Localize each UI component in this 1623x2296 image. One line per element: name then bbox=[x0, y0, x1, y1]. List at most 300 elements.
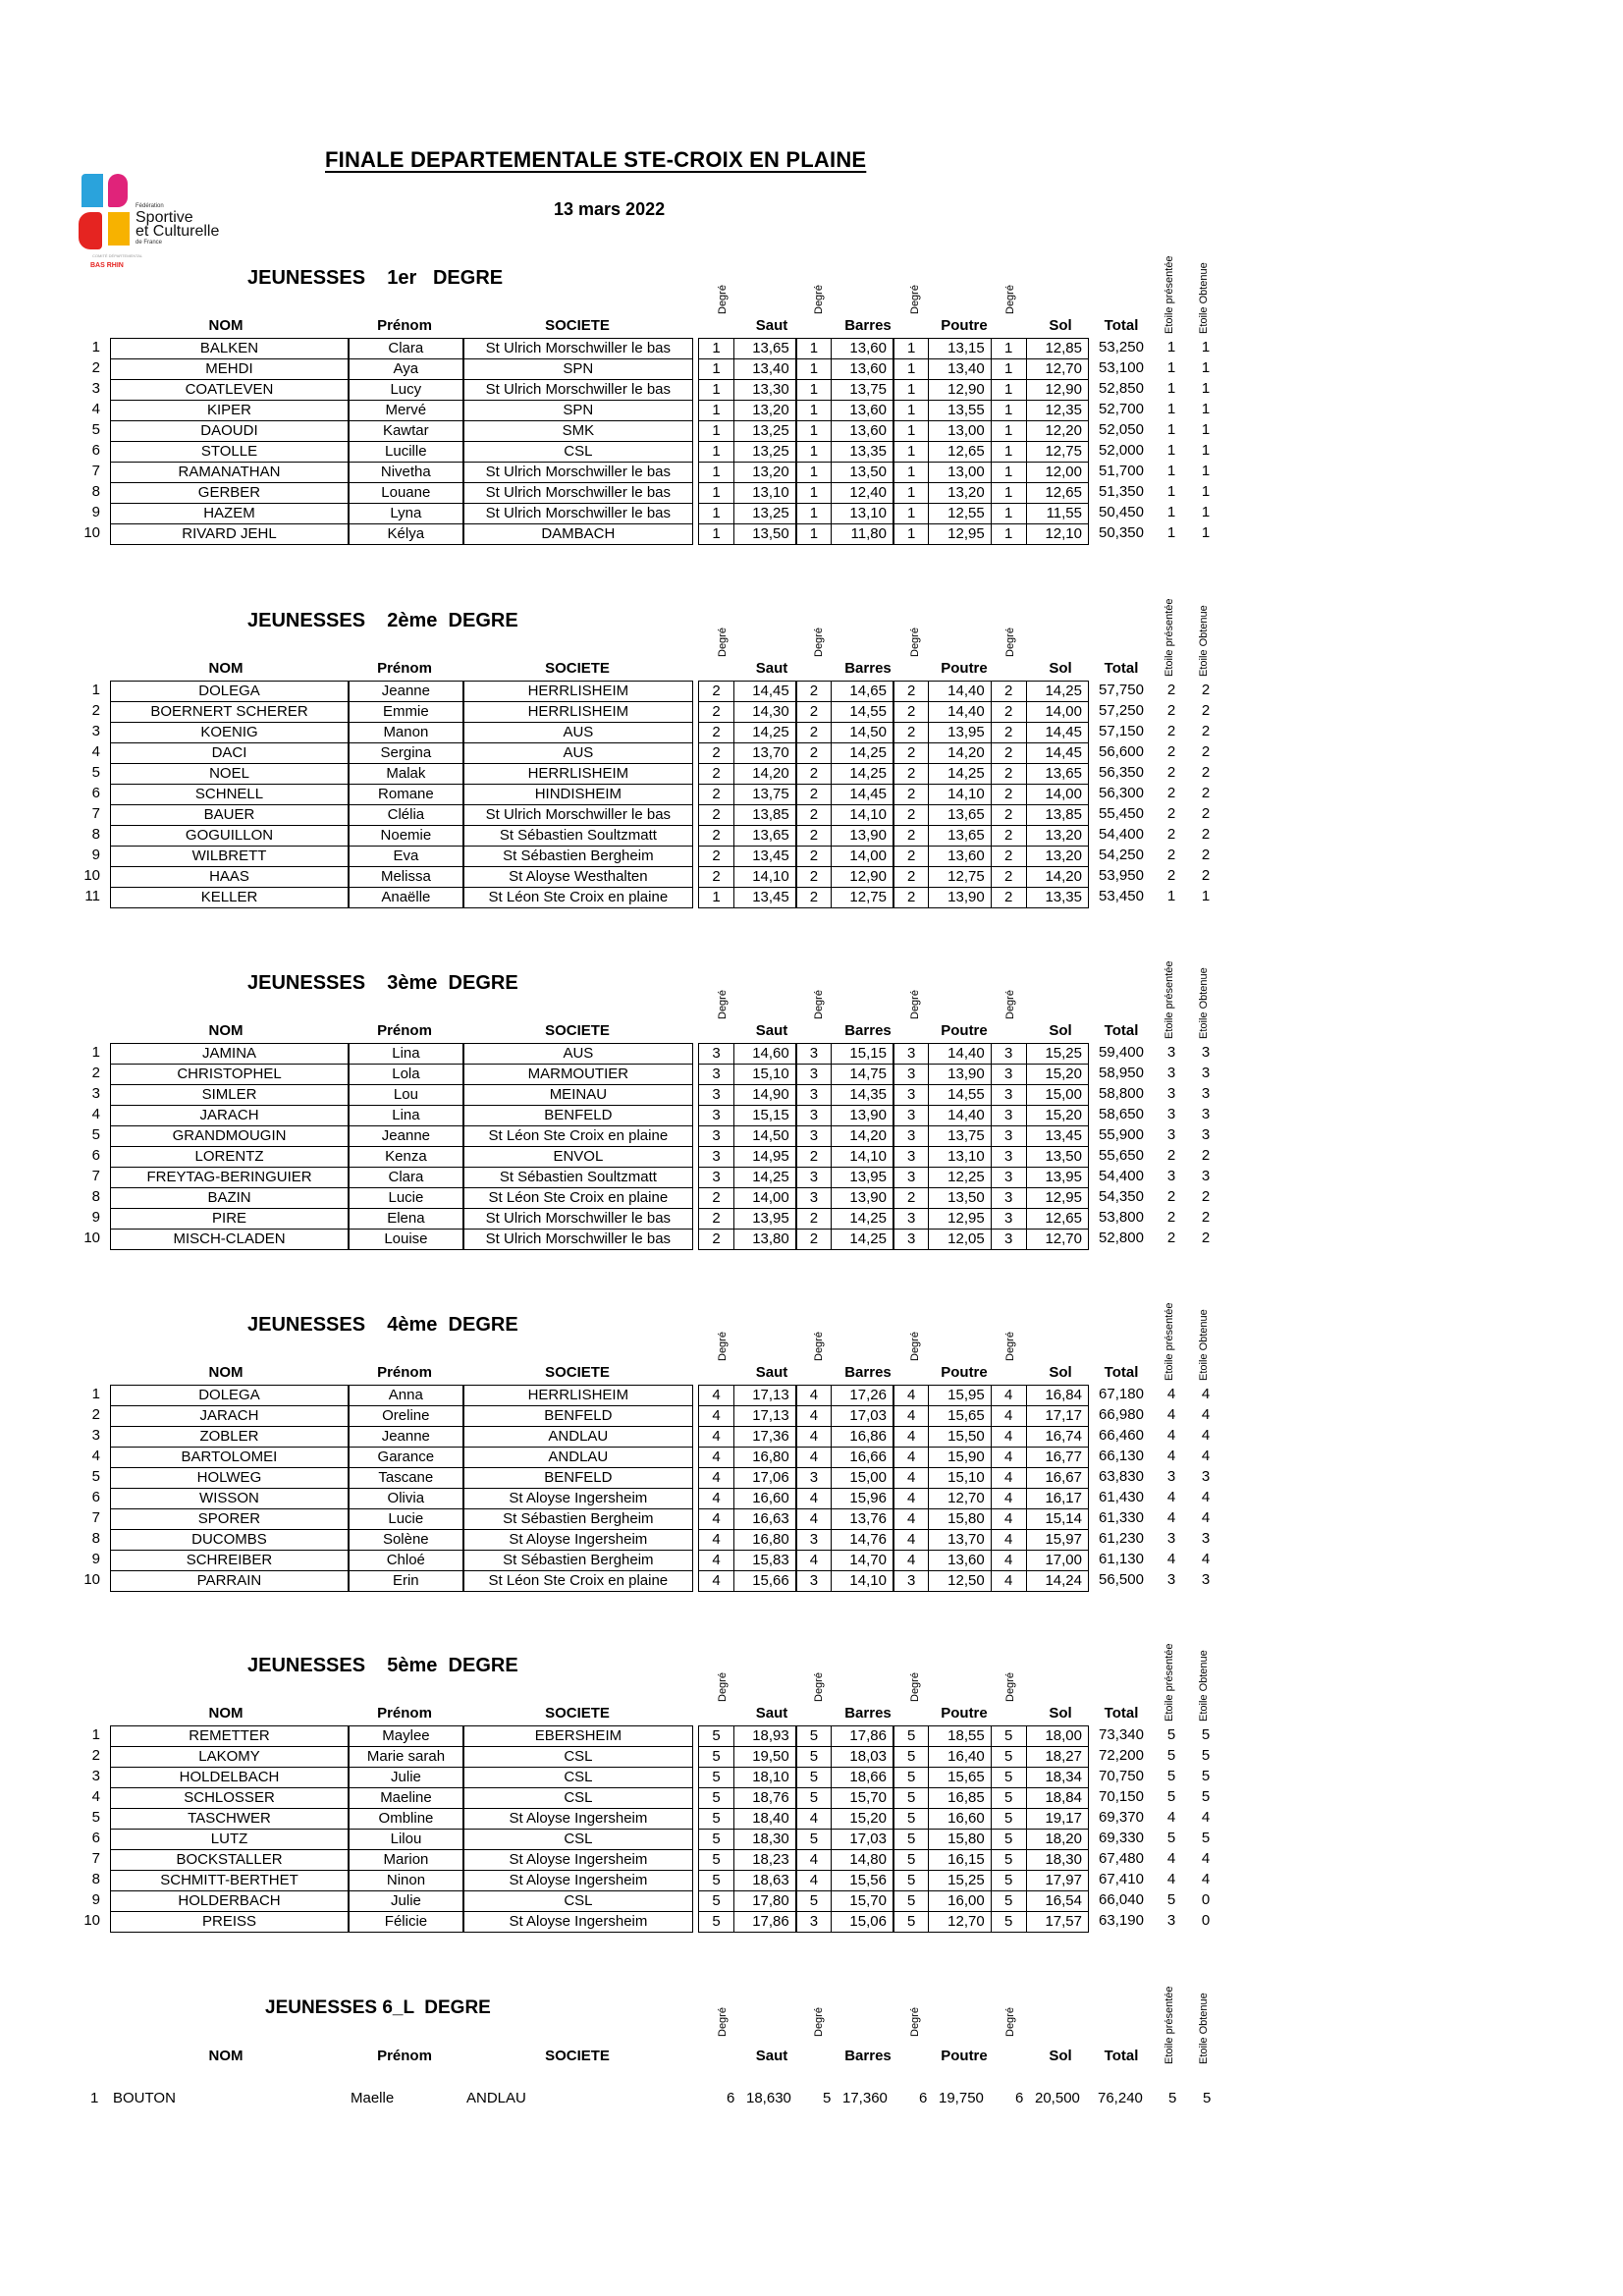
etoile-presentee-value: 2 bbox=[1166, 743, 1176, 760]
prenom-cell: Kawtar bbox=[349, 421, 463, 442]
column-header-sol: Sol bbox=[1049, 1364, 1072, 1381]
prenom-cell: Lina bbox=[349, 1044, 463, 1065]
column-header-poutre: Poutre bbox=[941, 2048, 988, 2064]
etoile-presentee-value: 1 bbox=[1166, 359, 1176, 376]
poutre-cell: 13,15 bbox=[929, 339, 991, 359]
d2-cell: 1 bbox=[796, 380, 832, 401]
d2-cell: 4 bbox=[796, 1448, 832, 1468]
etoile-presentee-value: 4 bbox=[1166, 1406, 1176, 1423]
table-row bbox=[699, 805, 1089, 826]
total-value: 52,850 bbox=[1099, 380, 1144, 397]
societe-cell: St Aloyse Ingersheim bbox=[463, 1489, 693, 1509]
societe-cell: St Ulrich Morschwiller le bas bbox=[463, 483, 693, 504]
saut-cell: 14,95 bbox=[733, 1147, 795, 1168]
d3-cell: 4 bbox=[893, 1386, 929, 1406]
column-header-societe: SOCIETE bbox=[545, 1705, 610, 1722]
d1-cell: 2 bbox=[699, 1209, 734, 1230]
table-row bbox=[111, 723, 693, 743]
etoile-presentee-value: 5 bbox=[1166, 1747, 1176, 1764]
d3-cell: 2 bbox=[893, 743, 929, 764]
etoile-presentee-value: 4 bbox=[1166, 1427, 1176, 1444]
etoile-obtenue-value: 2 bbox=[1201, 1209, 1211, 1226]
total-value: 67,410 bbox=[1099, 1871, 1144, 1887]
saut-cell: 13,45 bbox=[733, 888, 795, 908]
d2-cell: 2 bbox=[796, 785, 832, 805]
athletes-table bbox=[110, 681, 693, 908]
poutre-cell: 13,00 bbox=[929, 421, 991, 442]
rank-number: 8 bbox=[91, 826, 100, 843]
nom-cell: ZOBLER bbox=[111, 1427, 349, 1448]
saut-cell: 14,60 bbox=[733, 1044, 795, 1065]
d3-cell: 5 bbox=[893, 1912, 929, 1933]
etoile-obtenue-value: 3 bbox=[1201, 1085, 1211, 1102]
d4-cell: 2 bbox=[991, 682, 1026, 702]
etoile-presentee-value: 5 bbox=[1166, 1726, 1176, 1743]
d1-cell: 4 bbox=[699, 1571, 734, 1592]
total-value: 53,250 bbox=[1099, 339, 1144, 355]
d1-cell: 2 bbox=[699, 743, 734, 764]
d2-cell: 1 bbox=[796, 442, 832, 463]
d4-cell: 2 bbox=[991, 867, 1026, 888]
prenom-cell: Anaëlle bbox=[349, 888, 463, 908]
barres-cell: 15,15 bbox=[832, 1044, 893, 1065]
etoile-obtenue-label: Etoile Obtenue bbox=[1198, 967, 1210, 1039]
d3-cell: 4 bbox=[893, 1551, 929, 1571]
poutre-cell: 15,90 bbox=[929, 1448, 991, 1468]
d4-cell: 4 bbox=[991, 1571, 1026, 1592]
sol-cell: 17,97 bbox=[1026, 1871, 1088, 1891]
etoile-obtenue-value: 1 bbox=[1201, 401, 1211, 417]
d4-cell: 3 bbox=[991, 1065, 1026, 1085]
etoile-obtenue-value: 4 bbox=[1201, 1509, 1211, 1526]
logo-red-shape bbox=[79, 212, 102, 249]
prenom-cell: Jeanne bbox=[349, 1126, 463, 1147]
rank-number: 10 bbox=[83, 867, 100, 884]
barres-cell: 18,66 bbox=[832, 1768, 893, 1788]
d2-cell: 5 bbox=[796, 1747, 832, 1768]
total-value: 66,130 bbox=[1099, 1448, 1144, 1464]
d3-cell: 4 bbox=[893, 1509, 929, 1530]
table-row bbox=[699, 1126, 1089, 1147]
barres-cell: 11,80 bbox=[832, 524, 893, 545]
poutre-cell: 13,60 bbox=[929, 847, 991, 867]
column-header-total: Total bbox=[1104, 1022, 1139, 1039]
table-row bbox=[111, 1850, 693, 1871]
poutre-cell: 13,60 bbox=[929, 1551, 991, 1571]
rank-number: 7 bbox=[91, 1168, 100, 1184]
rank-number: 9 bbox=[91, 1209, 100, 1226]
rank-number: 8 bbox=[91, 1871, 100, 1887]
saut-cell: 19,50 bbox=[733, 1747, 795, 1768]
saut-cell: 14,25 bbox=[733, 723, 795, 743]
degre-column-label: Degré bbox=[717, 628, 729, 657]
saut-cell: 13,95 bbox=[733, 1209, 795, 1230]
sol-cell: 12,20 bbox=[1026, 421, 1088, 442]
barres-cell: 15,96 bbox=[832, 1489, 893, 1509]
prenom-cell: Maeline bbox=[349, 1788, 463, 1809]
d3-cell: 2 bbox=[893, 702, 929, 723]
d1-cell: 2 bbox=[699, 847, 734, 867]
total-value: 53,950 bbox=[1099, 867, 1144, 884]
column-header-saut: Saut bbox=[755, 660, 788, 677]
table-row bbox=[699, 1209, 1089, 1230]
d4-cell: 1 bbox=[991, 380, 1026, 401]
rank-number: 2 bbox=[91, 1065, 100, 1081]
etoile-obtenue-value: 3 bbox=[1201, 1065, 1211, 1081]
column-header-barres: Barres bbox=[844, 2048, 892, 2064]
table-row bbox=[699, 888, 1089, 908]
etoile-presentee-value: 3 bbox=[1166, 1106, 1176, 1122]
societe-cell: DAMBACH bbox=[463, 524, 693, 545]
nom-cell: JARACH bbox=[111, 1106, 350, 1126]
societe-cell: EBERSHEIM bbox=[463, 1726, 693, 1747]
barres-cell: 14,65 bbox=[832, 682, 893, 702]
barres-cell: 14,50 bbox=[832, 723, 893, 743]
sol-cell: 15,00 bbox=[1026, 1085, 1088, 1106]
nom-cell: JAMINA bbox=[111, 1044, 350, 1065]
etoile-presentee-value: 1 bbox=[1166, 888, 1176, 904]
etoile-obtenue-value: 4 bbox=[1201, 1871, 1211, 1887]
table-row bbox=[111, 1448, 693, 1468]
sol-cell: 20,500 bbox=[1035, 2090, 1080, 2106]
saut-cell: 16,60 bbox=[733, 1489, 795, 1509]
column-header-sol: Sol bbox=[1049, 2048, 1072, 2064]
degre-column-label: Degré bbox=[813, 990, 825, 1019]
nom-cell: BOUTON bbox=[113, 2090, 176, 2106]
sol-cell: 15,25 bbox=[1026, 1044, 1088, 1065]
column-header-total: Total bbox=[1104, 660, 1139, 677]
sol-cell: 14,00 bbox=[1026, 702, 1088, 723]
poutre-cell: 12,75 bbox=[929, 867, 991, 888]
total-value: 66,040 bbox=[1099, 1891, 1144, 1908]
column-header-nom: NOM bbox=[208, 1022, 243, 1039]
d2-cell: 2 bbox=[796, 743, 832, 764]
total-value: 69,330 bbox=[1099, 1830, 1144, 1846]
d2-cell: 1 bbox=[796, 504, 832, 524]
nom-cell: DACI bbox=[111, 743, 350, 764]
d4-cell: 3 bbox=[991, 1230, 1026, 1250]
d3-cell: 3 bbox=[893, 1168, 929, 1188]
etoile-presentee-value: 2 bbox=[1166, 867, 1176, 884]
d4-cell: 3 bbox=[991, 1209, 1026, 1230]
d4-cell: 4 bbox=[991, 1448, 1026, 1468]
table-row bbox=[699, 1188, 1089, 1209]
table-row bbox=[111, 743, 693, 764]
sol-cell: 18,34 bbox=[1026, 1768, 1088, 1788]
prenom-cell: Jeanne bbox=[349, 1427, 463, 1448]
logo-text-federation: Fédération bbox=[135, 203, 164, 209]
column-header-prenom: Prénom bbox=[377, 317, 432, 334]
societe-cell: St Léon Ste Croix en plaine bbox=[463, 1126, 693, 1147]
table-row bbox=[111, 1468, 693, 1489]
etoile-presentee-value: 2 bbox=[1166, 826, 1176, 843]
poutre-cell: 16,00 bbox=[929, 1891, 991, 1912]
d2-cell: 2 bbox=[796, 867, 832, 888]
prenom-cell: Olivia bbox=[349, 1489, 463, 1509]
total-value: 57,250 bbox=[1099, 702, 1144, 719]
column-header-societe: SOCIETE bbox=[545, 1022, 610, 1039]
d2-cell: 4 bbox=[796, 1509, 832, 1530]
sol-cell: 18,27 bbox=[1026, 1747, 1088, 1768]
d2-cell: 3 bbox=[796, 1468, 832, 1489]
d2-cell: 4 bbox=[796, 1406, 832, 1427]
saut-cell: 17,13 bbox=[733, 1386, 795, 1406]
d1-cell: 4 bbox=[699, 1406, 734, 1427]
rank-number: 8 bbox=[91, 1530, 100, 1547]
societe-cell: MEINAU bbox=[463, 1085, 693, 1106]
saut-cell: 13,25 bbox=[733, 421, 795, 442]
sol-cell: 13,50 bbox=[1026, 1147, 1088, 1168]
d3-cell: 1 bbox=[893, 504, 929, 524]
athletes-table bbox=[110, 1725, 693, 1933]
d3-cell: 4 bbox=[893, 1427, 929, 1448]
prenom-cell: Clara bbox=[349, 1168, 463, 1188]
table-row bbox=[699, 1065, 1089, 1085]
sol-cell: 14,00 bbox=[1026, 785, 1088, 805]
societe-cell: ANDLAU bbox=[463, 1427, 693, 1448]
nom-cell: NOEL bbox=[111, 764, 350, 785]
d3-cell: 2 bbox=[893, 682, 929, 702]
rank-number: 7 bbox=[91, 1850, 100, 1867]
d4-cell: 1 bbox=[991, 524, 1026, 545]
d3-cell: 6 bbox=[919, 2090, 928, 2106]
rank-number: 5 bbox=[91, 421, 100, 438]
table-row bbox=[111, 1427, 693, 1448]
d2-cell: 2 bbox=[796, 1147, 832, 1168]
nom-cell: GERBER bbox=[111, 483, 349, 504]
saut-cell: 15,10 bbox=[733, 1065, 795, 1085]
d1-cell: 1 bbox=[699, 339, 734, 359]
d1-cell: 4 bbox=[699, 1427, 734, 1448]
d4-cell: 2 bbox=[991, 888, 1026, 908]
nom-cell: KIPER bbox=[111, 401, 349, 421]
prenom-cell: Lucille bbox=[349, 442, 463, 463]
nom-cell: SCHNELL bbox=[111, 785, 350, 805]
societe-cell: St Ulrich Morschwiller le bas bbox=[463, 805, 693, 826]
section-title: JEUNESSES 1er DEGRE bbox=[247, 267, 504, 289]
etoile-presentee-label: Etoile présentée bbox=[1163, 1986, 1175, 2064]
etoile-obtenue-value: 5 bbox=[1201, 1747, 1211, 1764]
nom-cell: BAUER bbox=[111, 805, 350, 826]
total-cell: 76,240 bbox=[1098, 2090, 1143, 2106]
total-value: 57,750 bbox=[1099, 682, 1144, 698]
degre-column-label: Degré bbox=[1004, 1672, 1016, 1702]
section-title: JEUNESSES 2ème DEGRE bbox=[247, 610, 518, 631]
table-row bbox=[111, 805, 693, 826]
sol-cell: 14,25 bbox=[1026, 682, 1088, 702]
poutre-cell: 12,70 bbox=[929, 1912, 991, 1933]
d1-cell: 1 bbox=[699, 524, 734, 545]
total-value: 66,460 bbox=[1099, 1427, 1144, 1444]
barres-cell: 13,90 bbox=[832, 1188, 893, 1209]
poutre-cell: 12,95 bbox=[929, 524, 991, 545]
d3-cell: 1 bbox=[893, 442, 929, 463]
etoile-obtenue-value: 4 bbox=[1201, 1850, 1211, 1867]
column-header-total: Total bbox=[1104, 2048, 1139, 2064]
sol-cell: 13,85 bbox=[1026, 805, 1088, 826]
d2-cell: 2 bbox=[796, 826, 832, 847]
d2-cell: 2 bbox=[796, 723, 832, 743]
column-header-prenom: Prénom bbox=[377, 660, 432, 677]
d1-cell: 1 bbox=[699, 483, 734, 504]
poutre-cell: 13,20 bbox=[929, 483, 991, 504]
saut-cell: 14,50 bbox=[733, 1126, 795, 1147]
total-value: 52,800 bbox=[1099, 1230, 1144, 1246]
page-title: FINALE DEPARTEMENTALE STE-CROIX EN PLAINE bbox=[325, 147, 867, 172]
degre-column-label: Degré bbox=[909, 2007, 921, 2037]
degre-column-label: Degré bbox=[717, 1672, 729, 1702]
barres-cell: 14,10 bbox=[832, 1147, 893, 1168]
d4-cell: 1 bbox=[991, 504, 1026, 524]
sol-cell: 16,17 bbox=[1026, 1489, 1088, 1509]
table-row bbox=[699, 764, 1089, 785]
sol-cell: 15,20 bbox=[1026, 1065, 1088, 1085]
sol-cell: 12,95 bbox=[1026, 1188, 1088, 1209]
logo-yellow-shape bbox=[108, 212, 130, 246]
table-row bbox=[699, 743, 1089, 764]
poutre-cell: 12,55 bbox=[929, 504, 991, 524]
etoile-presentee-value: 5 bbox=[1166, 1891, 1176, 1908]
etoile-obtenue-value: 1 bbox=[1201, 339, 1211, 355]
nom-cell: BARTOLOMEI bbox=[111, 1448, 349, 1468]
total-value: 52,700 bbox=[1099, 401, 1144, 417]
societe-cell: HERRLISHEIM bbox=[463, 764, 693, 785]
barres-cell: 15,20 bbox=[832, 1809, 893, 1830]
poutre-cell: 14,40 bbox=[929, 1106, 991, 1126]
prenom-cell: Lola bbox=[349, 1065, 463, 1085]
d2-cell: 3 bbox=[796, 1044, 832, 1065]
d2-cell: 4 bbox=[796, 1871, 832, 1891]
barres-cell: 13,60 bbox=[832, 401, 893, 421]
nom-cell: RIVARD JEHL bbox=[111, 524, 349, 545]
d1-cell: 2 bbox=[699, 682, 734, 702]
nom-cell: RAMANATHAN bbox=[111, 463, 349, 483]
societe-cell: CSL bbox=[463, 1788, 693, 1809]
prenom-cell: Lyna bbox=[349, 504, 463, 524]
prenom-cell: Lucie bbox=[349, 1509, 463, 1530]
d3-cell: 2 bbox=[893, 764, 929, 785]
sol-cell: 14,20 bbox=[1026, 867, 1088, 888]
poutre-cell: 13,95 bbox=[929, 723, 991, 743]
saut-cell: 17,80 bbox=[733, 1891, 795, 1912]
etoile-presentee-value: 3 bbox=[1166, 1044, 1176, 1061]
sol-cell: 13,45 bbox=[1026, 1126, 1088, 1147]
sol-cell: 16,54 bbox=[1026, 1891, 1088, 1912]
logo-pink-shape bbox=[108, 174, 128, 207]
total-value: 54,250 bbox=[1099, 847, 1144, 863]
d3-cell: 1 bbox=[893, 463, 929, 483]
sol-cell: 12,70 bbox=[1026, 359, 1088, 380]
societe-cell: CSL bbox=[463, 1768, 693, 1788]
d4-cell: 1 bbox=[991, 339, 1026, 359]
table-row bbox=[699, 1106, 1089, 1126]
etoile-obtenue-value: 2 bbox=[1201, 805, 1211, 822]
d3-cell: 4 bbox=[893, 1468, 929, 1489]
societe-cell: St Aloyse Ingersheim bbox=[463, 1530, 693, 1551]
etoile-presentee-value: 2 bbox=[1166, 785, 1176, 801]
table-row bbox=[699, 1448, 1089, 1468]
d1-cell: 1 bbox=[699, 359, 734, 380]
d2-cell: 2 bbox=[796, 764, 832, 785]
nom-cell: BOERNERT SCHERER bbox=[111, 702, 350, 723]
rank-number: 9 bbox=[91, 847, 100, 863]
table-row bbox=[111, 1809, 693, 1830]
etoile-presentee-label: Etoile présentée bbox=[1163, 1302, 1175, 1381]
etoile-presentee-value: 5 bbox=[1166, 1830, 1176, 1846]
d1-cell: 3 bbox=[699, 1106, 734, 1126]
total-value: 54,350 bbox=[1099, 1188, 1144, 1205]
d2-cell: 5 bbox=[796, 1788, 832, 1809]
d1-cell: 2 bbox=[699, 785, 734, 805]
sol-cell: 19,17 bbox=[1026, 1809, 1088, 1830]
total-value: 58,800 bbox=[1099, 1085, 1144, 1102]
table-row bbox=[699, 483, 1089, 504]
table-row bbox=[111, 1891, 693, 1912]
saut-cell: 18,40 bbox=[733, 1809, 795, 1830]
poutre-cell: 13,10 bbox=[929, 1147, 991, 1168]
rank-number: 7 bbox=[91, 463, 100, 479]
poutre-cell: 12,65 bbox=[929, 442, 991, 463]
d3-cell: 3 bbox=[893, 1126, 929, 1147]
poutre-cell: 12,90 bbox=[929, 380, 991, 401]
total-value: 61,430 bbox=[1099, 1489, 1144, 1505]
column-header-poutre: Poutre bbox=[941, 660, 988, 677]
scores-table bbox=[698, 1043, 1089, 1250]
rank-number: 8 bbox=[91, 1188, 100, 1205]
column-header-poutre: Poutre bbox=[941, 1022, 988, 1039]
d3-cell: 2 bbox=[893, 867, 929, 888]
etoile-obtenue-value: 0 bbox=[1201, 1912, 1211, 1929]
table-row bbox=[111, 1571, 693, 1592]
d1-cell: 2 bbox=[699, 1230, 734, 1250]
d1-cell: 4 bbox=[699, 1489, 734, 1509]
column-header-saut: Saut bbox=[755, 317, 788, 334]
table-row bbox=[111, 1065, 693, 1085]
d2-cell: 1 bbox=[796, 524, 832, 545]
d4-cell: 5 bbox=[991, 1830, 1026, 1850]
etoile-obtenue-value: 3 bbox=[1201, 1530, 1211, 1547]
table-row bbox=[699, 1891, 1089, 1912]
etoile-presentee-value: 1 bbox=[1166, 524, 1176, 541]
prenom-cell: Malak bbox=[349, 764, 463, 785]
sol-cell: 14,45 bbox=[1026, 723, 1088, 743]
prenom-cell: Lilou bbox=[349, 1830, 463, 1850]
d1-cell: 4 bbox=[699, 1448, 734, 1468]
poutre-cell: 12,95 bbox=[929, 1209, 991, 1230]
etoile-presentee-label: Etoile présentée bbox=[1163, 598, 1175, 677]
nom-cell: PIRE bbox=[111, 1209, 350, 1230]
d1-cell: 4 bbox=[699, 1386, 734, 1406]
total-value: 52,050 bbox=[1099, 421, 1144, 438]
prenom-cell: Lou bbox=[349, 1085, 463, 1106]
sol-cell: 12,75 bbox=[1026, 442, 1088, 463]
nom-cell: PREISS bbox=[111, 1912, 350, 1933]
sol-cell: 12,85 bbox=[1026, 339, 1088, 359]
etoile-obtenue-value: 4 bbox=[1201, 1551, 1211, 1567]
d3-cell: 5 bbox=[893, 1809, 929, 1830]
event-date: 13 mars 2022 bbox=[554, 199, 666, 219]
rank-number: 9 bbox=[91, 1551, 100, 1567]
d2-cell: 2 bbox=[796, 702, 832, 723]
d4-cell: 5 bbox=[991, 1912, 1026, 1933]
d3-cell: 1 bbox=[893, 401, 929, 421]
table-row bbox=[699, 1386, 1089, 1406]
saut-cell: 13,85 bbox=[733, 805, 795, 826]
d4-cell: 2 bbox=[991, 764, 1026, 785]
saut-cell: 16,80 bbox=[733, 1530, 795, 1551]
etoile-presentee-value: 2 bbox=[1166, 805, 1176, 822]
etoile-obtenue-value: 1 bbox=[1201, 483, 1211, 500]
